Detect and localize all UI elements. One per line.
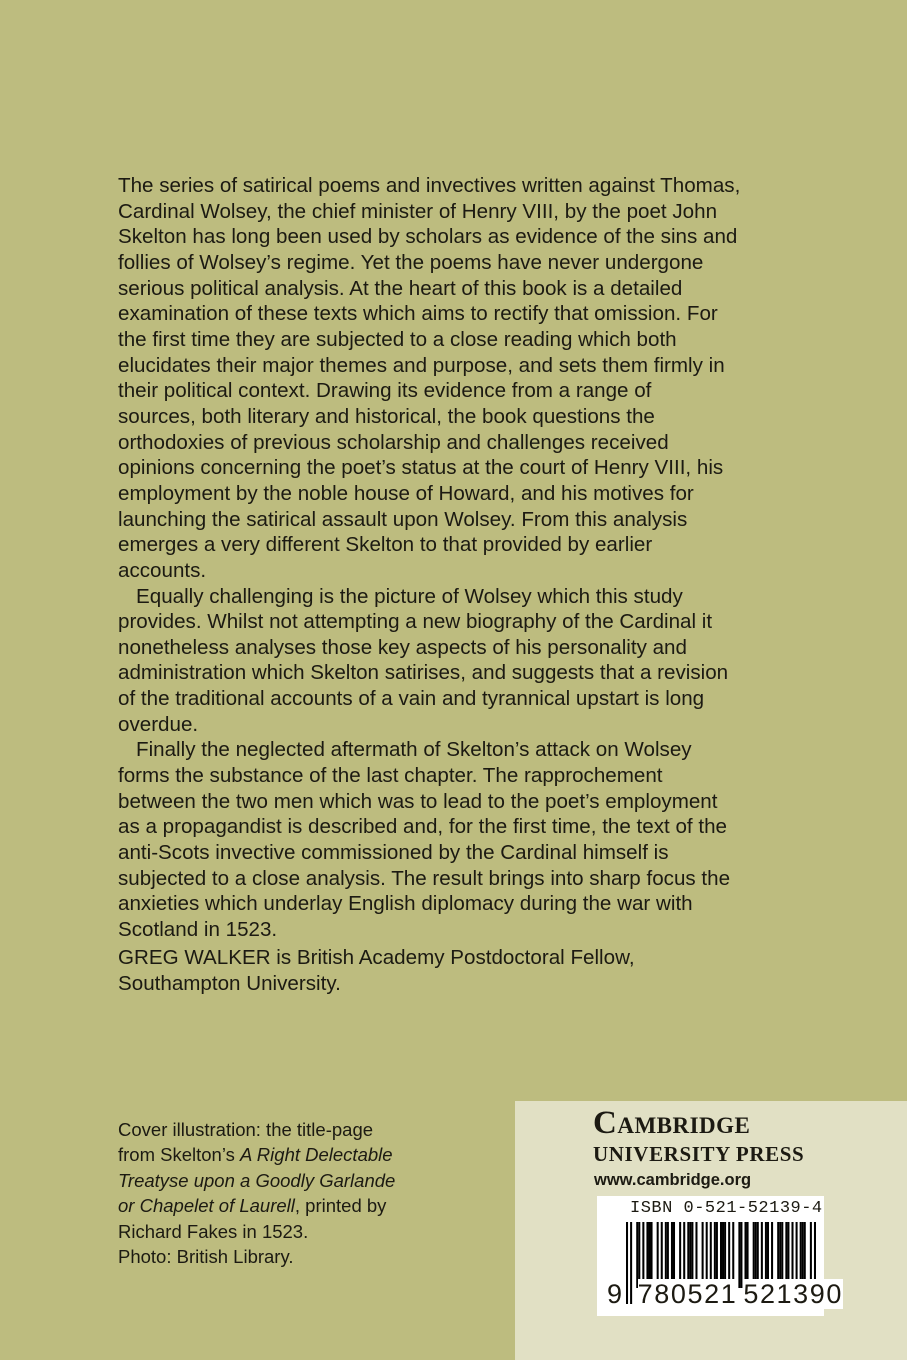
blurb-line: their political context. Drawing its evidence from a range of [118,379,652,403]
blurb-line: between the two men which was to lead to the poet’s employment [118,789,718,813]
blurb-line: as a propagandist is described and, for the first time, the text of the [118,815,727,839]
credit-line [118,1142,395,1167]
blurb-line: emerges a very different Skelton to that provided by earlier [118,533,653,557]
ean-right: 521390 [743,1279,844,1309]
blurb-line: orthodoxies of previous scholarship and challenges received [118,430,669,454]
publisher-url: www.cambridge.org [594,1171,752,1189]
publisher-logo-name: Cambridge [593,1105,751,1141]
blurb-line: examination of these texts which aims to rectify that omission. For [118,302,718,326]
credit-text: , printed by [294,1195,387,1217]
blurb-line: follies of Wolsey’s regime. Yet the poems have never undergone [118,250,704,274]
blurb-line: the first time they are subjected to a close reading which both [118,327,677,351]
cover-credit [118,1117,395,1269]
publisher-logo-subname: UNIVERSITY PRESS [593,1142,805,1166]
credit-line: Cover illustration: the title-page [118,1119,374,1140]
blurb-line: Scotland in 1523. [118,918,278,942]
blurb-line: administration which Skelton satirises, and suggests that a revision [118,661,729,685]
isbn-label: ISBN 0-521-52139-4 [630,1199,823,1218]
blurb-line: Cardinal Wolsey, the chief minister of Henry VIII, by the poet John [118,199,718,223]
blurb-line: subjected to a close analysis. The result brings into sharp focus the [118,866,731,890]
blurb-line: of the traditional accounts of a vain and tyrannical upstart is long [118,687,705,711]
credit-text: from Skelton’s [118,1144,241,1166]
blurb-line: opinions concerning the poet’s status at the court of Henry VIII, his [118,456,724,480]
blurb-line: The series of satirical poems and invectives written against Thomas, [118,174,741,197]
credit-line: Photo: British Library. [118,1246,294,1268]
blurb-line: provides. Whilst not attempting a new biography of the Cardinal it [118,610,713,634]
blurb-line: anxieties which underlay English diplomacy during the war with [118,892,693,916]
blurb-line: anti-Scots invective commissioned by the Cardinal himself is [118,841,669,865]
credit-title: Treatyse upon a Goodly Garlande [118,1169,396,1191]
author-bio [118,945,635,996]
blurb-line: sources, both literary and historical, the book questions the [118,404,655,428]
ean-first: 9 [607,1279,624,1309]
blurb-line: forms the substance of the last chapter. The rapprochement [118,764,663,788]
blurb-line: overdue. [118,712,199,736]
bio-line: GREG WALKER is British Academy Postdoctoral Fellow, [118,946,635,969]
blurb-line: Skelton has long been used by scholars as evidence of the sins and [118,225,738,249]
blurb-line: Finally the neglected aftermath of Skelton’s attack on Wolsey [136,738,692,762]
credit-line: Richard Fakes in 1523. [118,1220,309,1242]
bio-line: Southampton University. [118,971,341,995]
credit-line [118,1193,395,1218]
credit-title: A Right Delectable [240,1144,393,1166]
blurb-line: elucidates their major themes and purpose, and sets them firmly in [118,353,725,377]
blurb [118,173,740,943]
blurb-line: accounts. [118,558,207,582]
blurb-line: nonetheless analyses those key aspects of his personality and [118,635,687,659]
ean-left: 780521 [637,1279,738,1309]
blurb-line: employment by the noble house of Howard, and his motives for [118,481,694,505]
barcode [597,1196,844,1316]
blurb-line: Equally challenging is the picture of Wolsey which this study [136,584,683,608]
credit-title: or Chapelet of Laurell [118,1195,295,1217]
publisher-panel [515,1101,907,1360]
credit-line [118,1168,395,1193]
blurb-line: launching the satirical assault upon Wolsey. From this analysis [118,507,688,531]
ean-number [607,1279,843,1310]
blurb-line: serious political analysis. At the heart of this book is a detailed [118,276,683,300]
